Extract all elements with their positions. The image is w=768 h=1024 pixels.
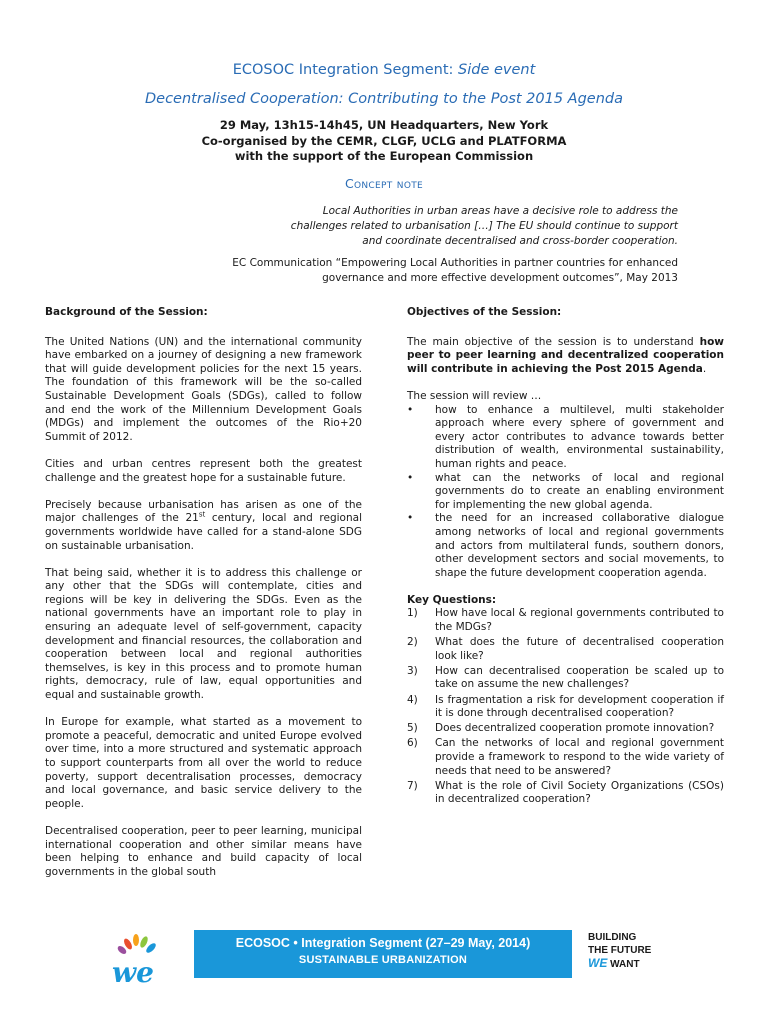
ordinal-suffix: st — [198, 510, 206, 519]
background-paragraph — [45, 499, 362, 553]
background-paragraph: The United Nations (UN) and the international community have embarked on a journey of designing a new framework that will guide development policies for the next 15 years. The foundation of this framework will be the so-called Sustainable Development Goals (SDGs), called to follow and end the work of the Millennium Development Goals (MDGs) and implement the outcomes of the Rio+20 Summit of 2012. — [45, 335, 362, 443]
question-text: Is fragmentation a risk for development cooperation if it is done through decentralised cooperation? — [435, 693, 724, 720]
source-line: EC Communication “Empowering Local Authorities in partner countries for enhanced — [232, 257, 678, 269]
review-list — [407, 404, 724, 581]
question-item — [407, 780, 724, 807]
question-text: What does the future of decentralised cooperation look like? — [435, 636, 724, 662]
event-support: with the support of the European Commission — [234, 149, 534, 163]
quote-block — [238, 204, 678, 249]
list-item: • what can the networks of local and regional governments do to create an enabling environment for implementing the new global agenda. — [407, 472, 724, 513]
banner-title: ECOSOC • Integration Segment (27–29 May, 2014) — [235, 936, 531, 950]
footer-branding — [0, 918, 768, 988]
question-number: 2) — [407, 636, 418, 649]
question-number: 1) — [407, 607, 418, 620]
quote-source — [178, 256, 678, 286]
btf-we: WE — [588, 956, 608, 970]
source-line: governance and more effective development outcomes”, May 2013 — [322, 272, 678, 284]
background-paragraph: Cities and urban centres represent both the greatest challenge and the greatest hope for a sustainable future. — [45, 457, 362, 484]
question-text: What is the role of Civil Society Organizations (CSOs) in decentralized cooperation? — [435, 779, 724, 806]
paragraph-text: Precisely because urbanisation has arisen as one of the major challenges of the 21 — [45, 498, 362, 525]
key-questions-heading: Key Questions: — [407, 593, 497, 606]
background-heading: Background of the Session: — [45, 306, 208, 318]
quote-line: challenges related to urbanisation […] The EU should continue to support — [290, 220, 678, 232]
event-info — [0, 118, 768, 165]
building-future-logo — [588, 932, 651, 972]
concept-note-heading: Concept note — [344, 176, 423, 191]
question-text: How have local & regional governments contributed to the MDGs? — [435, 607, 724, 634]
quote-line: and coordinate decentralised and cross-border cooperation. — [362, 235, 678, 247]
question-item — [407, 737, 724, 778]
objectives-intro — [407, 336, 724, 377]
we-logo-icon — [104, 932, 174, 988]
question-item — [407, 607, 724, 634]
event-title-italic: Side event — [458, 62, 536, 78]
question-item — [407, 665, 724, 692]
question-text: Can the networks of local and regional government provide a framework to respond to the wide variety of needs that need to be answered? — [435, 737, 724, 777]
list-item: • the need for an increased collaborative dialogue among networks of local and regional governments and actors from multilateral funds, southern donors, other development sectors and social movements, to shape the future development cooperation agenda. — [407, 512, 724, 580]
intro-text: The main objective of the session is to understand — [407, 335, 700, 348]
question-item — [407, 722, 724, 736]
event-title — [0, 62, 768, 78]
question-text: Does decentralized cooperation promote innovation? — [435, 722, 715, 735]
ecosoc-banner — [194, 930, 572, 978]
question-number: 4) — [407, 693, 418, 706]
event-organisers: Co-organised by the CEMR, CLGF, UCLG and PLATFORMA — [201, 133, 567, 148]
btf-want: WANT — [607, 959, 640, 970]
event-date-location: 29 May, 13h15-14h45, UN Headquarters, New York — [219, 118, 549, 132]
question-text: How can decentralised cooperation be scaled up to take on assume the new challenges? — [435, 664, 724, 691]
question-number: 3) — [407, 664, 418, 677]
list-item: • how to enhance a multilevel, multi stakeholder approach where every sphere of government and every actor contributes to advance towards better distribution of wealth, environmental sustainability, human rights and peace. — [407, 404, 724, 472]
event-subtitle: Decentralised Cooperation: Contributing to the Post 2015 Agenda — [145, 91, 623, 107]
paragraph-text: century, local and regional governments worldwide have called for a stand-alone SDG on sustainable urbanisation. — [45, 512, 362, 552]
key-questions-list — [407, 607, 724, 806]
background-paragraph: Decentralised cooperation, peer to peer learning, municipal international cooperation and other similar means have been helping to enhance and build capacity of local governments in the global south — [45, 824, 362, 878]
question-item — [407, 636, 724, 663]
background-paragraph: That being said, whether it is to address this challenge or any other that the SDGs will contemplate, cities and regions will be key in delivering the SDGs. Even as the national governments have an important role to play in ensuring an adequate level of self-government, capacity development and financial resources, the collaboration and cooperation between local and regional authorities themselves, is key in this process and to promote human rights, democracy, rule of law, equal opportunities and equal and sustainable growth. — [45, 566, 362, 702]
intro-end: . — [702, 362, 707, 375]
question-item — [407, 694, 724, 721]
question-number: 5) — [407, 722, 418, 735]
objectives-column — [407, 306, 724, 808]
quote-line: Local Authorities in urban areas have a decisive role to address the — [322, 205, 678, 217]
background-paragraph: In Europe for example, what started as a movement to promote a peaceful, democratic and united Europe evolved over time, into a more structured and systematic approach to support counterparts from all over the world to reduce poverty, support decentralisation processes, democracy and local governance, and basic service delivery to the people. — [45, 716, 362, 810]
btf-line: BUILDING — [588, 932, 637, 943]
question-number: 7) — [407, 779, 418, 792]
objectives-heading: Objectives of the Session: — [407, 306, 562, 318]
intro-bold: how peer to peer learning and decentralized cooperation will contribute in achieving the Post 2015 Agenda — [407, 335, 724, 375]
btf-line — [588, 957, 651, 972]
review-label: The session will review … — [407, 389, 542, 402]
event-title-main: ECOSOC Integration Segment: — [232, 62, 459, 78]
banner-subtitle: SUSTAINABLE URBANIZATION — [298, 954, 468, 966]
background-column — [45, 306, 362, 879]
question-number: 6) — [407, 737, 418, 750]
btf-line: THE FUTURE — [588, 944, 652, 956]
svg-text:we: we — [112, 956, 154, 988]
